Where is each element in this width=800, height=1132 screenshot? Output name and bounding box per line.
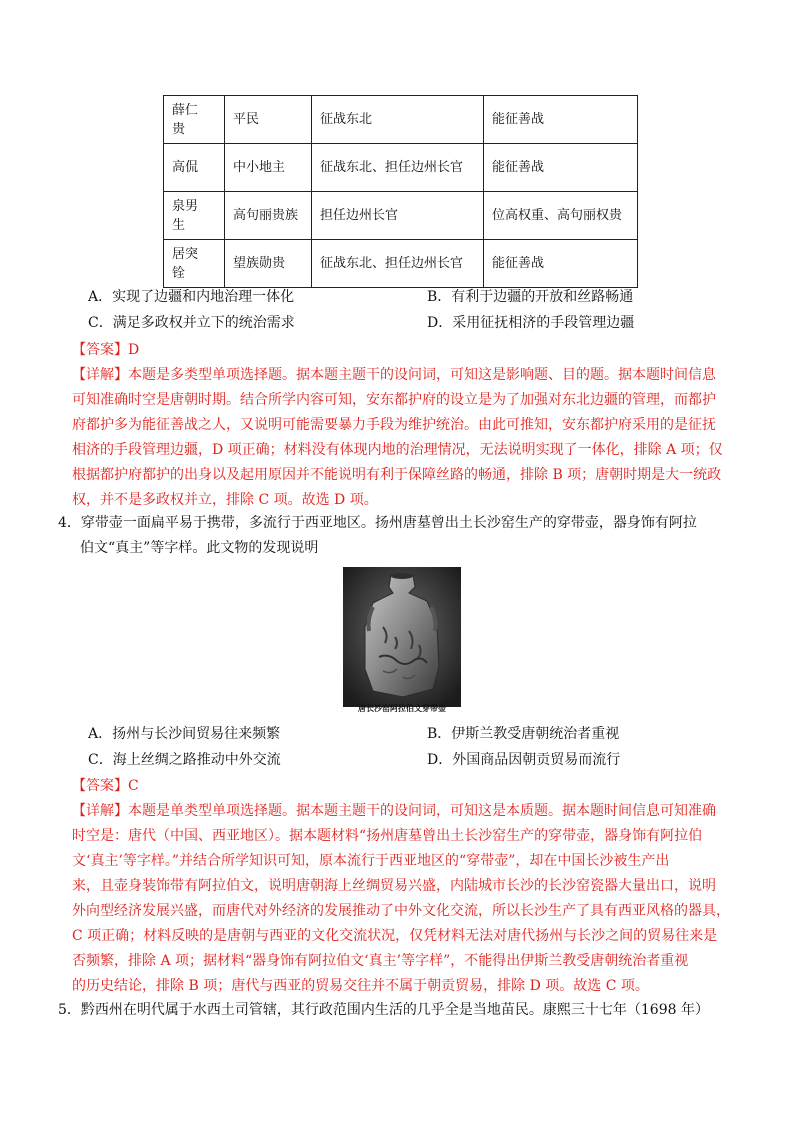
table-cell-origin: 平民 bbox=[225, 96, 312, 144]
q3-option-b: B．有利于边疆的开放和丝路畅通 bbox=[427, 289, 634, 305]
name-line: 贵 bbox=[172, 121, 186, 137]
explanation-line: 根据都护府都护的出身以及起用原因并不能说明有利于保障丝路的畅通，排除 B 项；唐朝时期是大一统政 bbox=[72, 467, 722, 483]
q4-answer: 【答案】C bbox=[72, 778, 139, 794]
table-cell-name: 高侃 bbox=[164, 144, 225, 192]
q4-option-b: B．伊斯兰教受唐朝统治者重视 bbox=[427, 726, 620, 742]
explanation-line: 的历史结论，排除 B 项；唐代与西亚的贸易交往并不属于朝贡贸易，排除 D 项。故选 C 项。 bbox=[72, 978, 649, 994]
table-cell-role: 征战东北、担任边州长官 bbox=[312, 240, 484, 288]
table-cell-origin: 中小地主 bbox=[225, 144, 312, 192]
q3-answer: 【答案】D bbox=[72, 342, 140, 358]
table-cell-trait: 能征善战 bbox=[484, 96, 638, 144]
stem-line: 伯文“真主”等字样。此文物的发现说明 bbox=[80, 540, 319, 556]
table-cell-origin: 高句丽贵族 bbox=[225, 192, 312, 240]
photo-caption: 唐长沙窑阿拉伯文穿带壶 bbox=[358, 703, 446, 713]
name-line: 薛仁 bbox=[172, 102, 199, 118]
table-row bbox=[164, 192, 638, 240]
q3-explanation bbox=[72, 363, 752, 513]
q4-option-d: D．外国商品因朝贡贸易而流行 bbox=[427, 752, 621, 768]
name-line: 泉男 bbox=[172, 198, 199, 214]
stem-line: 5．黔西州在明代属于水西土司管辖，其行政范围内生活的几乎全是当地苗民。康熙三十七年（1698 年） bbox=[58, 1002, 709, 1018]
table-cell-trait: 能征善战 bbox=[484, 144, 638, 192]
explanation-line: 【详解】本题是单类型单项选择题。据本题主题干的设问词，可知这是本质题。据本题时间信息可知准确 bbox=[72, 803, 716, 819]
table-cell-origin: 望族勋贵 bbox=[225, 240, 312, 288]
q3-option-d: D．采用征抚相济的手段管理边疆 bbox=[427, 315, 635, 331]
q4-option-a: A．扬州与长沙间贸易往来频繁 bbox=[88, 726, 281, 742]
table-row bbox=[164, 240, 638, 288]
table-cell-role: 征战东北、担任边州长官 bbox=[312, 144, 484, 192]
pilgrim-flask-photo bbox=[343, 567, 461, 713]
explanation-line: 可知准确时空是唐朝时期。结合所学内容可知，安东都护府的设立是为了加强对东北边疆的管理，而都护 bbox=[72, 392, 716, 408]
table-row bbox=[164, 144, 638, 192]
name-line: 生 bbox=[172, 217, 186, 233]
explanation-line: 文‘真主’等字样。”并结合所学知识可知，原本流行于西亚地区的“穿带壶”，却在中国长沙被生产出 bbox=[72, 853, 670, 869]
flask-image bbox=[343, 567, 461, 707]
table-cell-name bbox=[164, 96, 225, 144]
q3-option-c: C．满足多政权并立下的统治需求 bbox=[88, 315, 295, 331]
table-cell-name bbox=[164, 192, 225, 240]
q5-stem bbox=[58, 998, 758, 1023]
table-cell-role: 征战东北 bbox=[312, 96, 484, 144]
explanation-line: 外向型经济发展兴盛，而唐代对外经济的发展推动了中外文化交流，所以长沙生产了具有西亚风格的器具， bbox=[72, 903, 730, 919]
explanation-line: 【详解】本题是多类型单项选择题。据本题主题干的设问词，可知这是影响题、目的题。据本题时间信息 bbox=[72, 367, 716, 383]
table-cell-trait: 能征善战 bbox=[484, 240, 638, 288]
q4-stem bbox=[58, 511, 758, 561]
name-line: 铨 bbox=[172, 265, 186, 281]
explanation-line: 时空是：唐代（中国、西亚地区）。据本题材料“扬州唐墓曾出土长沙窑生产的穿带壶，器身饰有阿拉伯 bbox=[72, 828, 703, 844]
officials-table bbox=[163, 95, 638, 288]
table-row bbox=[164, 96, 638, 144]
explanation-line: C 项正确；材料反映的是唐朝与西亚的文化交流状况，仅凭材料无法对唐代扬州与长沙之间的贸易往来是 bbox=[72, 928, 718, 944]
explanation-line: 否频繁，排除 A 项；据材料“器身饰有阿拉伯文‘真主’等字样”，不能得出伊斯兰教受唐朝统治者重视 bbox=[72, 953, 689, 969]
name-line: 居突 bbox=[172, 246, 199, 262]
explanation-line: 权，并不是多政权并立，排除 C 项。故选 D 项。 bbox=[72, 492, 378, 508]
table-cell-role: 担任边州长官 bbox=[312, 192, 484, 240]
q4-explanation bbox=[72, 799, 752, 999]
stem-line: 4．穿带壶一面扁平易于携带，多流行于西亚地区。扬州唐墓曾出土长沙窑生产的穿带壶，器身饰有阿拉 bbox=[58, 515, 697, 531]
explanation-line: 府都护多为能征善战之人，又说明可能需要暴力手段为维护统治。由此可推知，安东都护府采用的是征抚 bbox=[72, 417, 716, 433]
q4-option-c: C．海上丝绸之路推动中外交流 bbox=[88, 752, 281, 768]
explanation-line: 来，且壶身装饰带有阿拉伯文，说明唐朝海上丝绸贸易兴盛，内陆城市长沙的长沙窑瓷器大量出口，说明 bbox=[72, 878, 716, 894]
q3-option-a: A．实现了边疆和内地治理一体化 bbox=[88, 289, 295, 305]
table-cell-name bbox=[164, 240, 225, 288]
table-cell-trait: 位高权重、高句丽权贵 bbox=[484, 192, 638, 240]
explanation-line: 相济的手段管理边疆，D 项正确；材料没有体现内地的治理情况，无法说明实现了一体化，排除 A 项；仅 bbox=[72, 442, 723, 458]
